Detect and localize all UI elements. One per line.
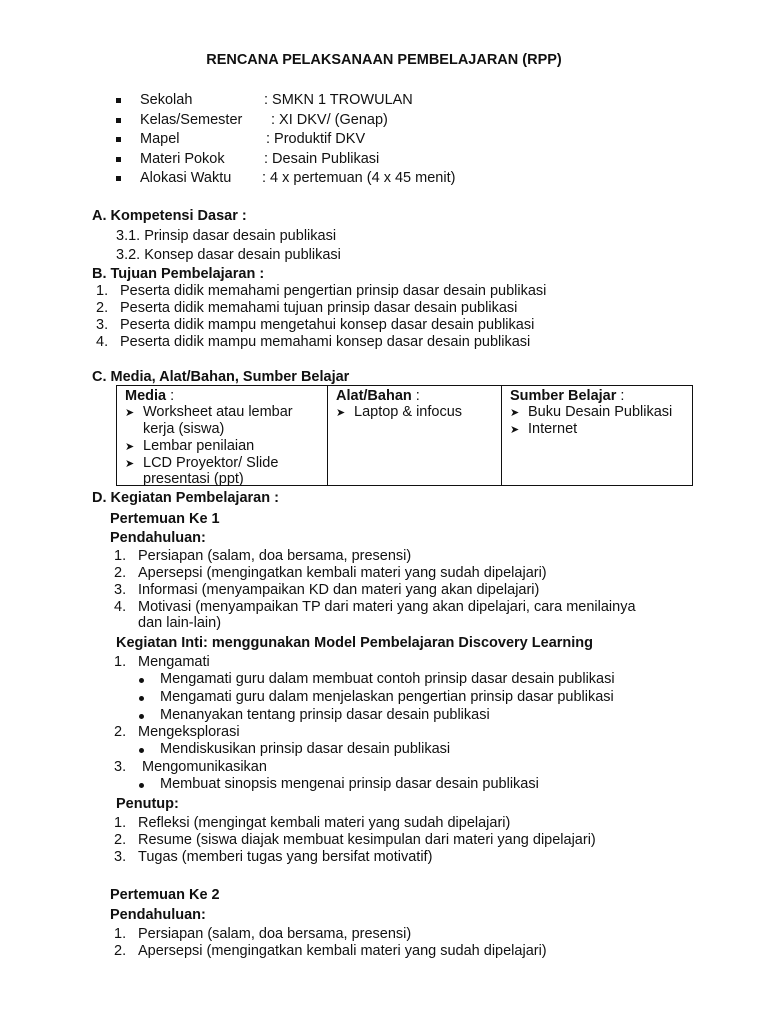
list-number: 1. bbox=[114, 654, 127, 670]
section-a-heading: A. Kompetensi Dasar : bbox=[92, 208, 247, 224]
tujuan-item: Peserta didik mampu memahami konsep dasar desain publikasi bbox=[120, 334, 531, 350]
inti-item: Mengamati bbox=[138, 654, 210, 670]
arrow-bullet-icon: ➤ bbox=[510, 407, 520, 419]
arrow-bullet-icon: ➤ bbox=[125, 407, 135, 419]
bullet-icon bbox=[139, 748, 144, 753]
list-number: 2. bbox=[114, 724, 127, 740]
pendahuluan-item-cont: dan lain-lain) bbox=[138, 615, 222, 631]
list-number: 2. bbox=[114, 832, 127, 848]
identity-value: : Produktif DKV bbox=[266, 131, 366, 147]
arrow-bullet-icon: ➤ bbox=[336, 407, 346, 419]
list-number: 2. bbox=[114, 943, 127, 959]
section-c-heading: C. Media, Alat/Bahan, Sumber Belajar bbox=[92, 369, 350, 385]
inti-subitem: Mengamati guru dalam menjelaskan pengertian prinsip dasar publikasi bbox=[160, 689, 614, 705]
list-number: 3. bbox=[114, 849, 127, 865]
identity-key: Mapel bbox=[140, 131, 180, 147]
arrow-bullet-icon: ➤ bbox=[125, 441, 135, 453]
penutup-heading: Penutup: bbox=[116, 796, 179, 812]
sumber-column: Sumber Belajar : ➤ Buku Desain Publikasi ➤ Internet bbox=[510, 388, 673, 437]
identity-value: : SMKN 1 TROWULAN bbox=[264, 92, 413, 108]
pendahuluan-item: Persiapan (salam, doa bersama, presensi) bbox=[138, 926, 412, 942]
pendahuluan-item: Informasi (menyampaikan KD dan materi yang akan dipelajari) bbox=[138, 582, 540, 598]
section-b-heading: B. Tujuan Pembelajaran : bbox=[92, 266, 265, 282]
document-title: RENCANA PELAKSANAAN PEMBELAJARAN (RPP) bbox=[206, 52, 562, 68]
inti-item: Mengeksplorasi bbox=[138, 724, 240, 740]
penutup-item: Tugas (memberi tugas yang bersifat motivatif) bbox=[138, 849, 433, 865]
pendahuluan-item: Motivasi (menyampaikan TP dari materi yang akan dipelajari, cara menilainya bbox=[138, 599, 636, 615]
inti-subitem: Mengamati guru dalam membuat contoh prinsip dasar desain publikasi bbox=[160, 671, 615, 687]
bullet-icon bbox=[139, 678, 144, 683]
list-number: 3. bbox=[114, 759, 127, 775]
square-bullet-icon bbox=[116, 98, 121, 103]
identity-value: : 4 x pertemuan (4 x 45 menit) bbox=[262, 170, 456, 186]
list-number: 1. bbox=[114, 815, 127, 831]
list-number: 1. bbox=[114, 926, 127, 942]
inti-subitem: Menanyakan tentang prinsip dasar desain publikasi bbox=[160, 707, 490, 723]
inti-subitem: Membuat sinopsis mengenai prinsip dasar desain publikasi bbox=[160, 776, 539, 792]
sumber-header: Sumber Belajar : bbox=[510, 388, 625, 404]
kompetensi-item: 3.2. Konsep dasar desain publikasi bbox=[116, 247, 341, 263]
arrow-bullet-icon: ➤ bbox=[510, 424, 520, 436]
tujuan-item: Peserta didik memahami tujuan prinsip dasar desain publikasi bbox=[120, 300, 518, 316]
penutup-item: Refleksi (mengingat kembali materi yang sudah dipelajari) bbox=[138, 815, 511, 831]
square-bullet-icon bbox=[116, 118, 121, 123]
meeting-title: Pertemuan Ke 1 bbox=[110, 511, 220, 527]
tujuan-item: Peserta didik memahami pengertian prinsip dasar desain publikasi bbox=[120, 283, 547, 299]
list-number: 2. bbox=[96, 300, 109, 316]
alat-header: Alat/Bahan : bbox=[336, 388, 420, 404]
inti-subitem: Mendiskusikan prinsip dasar desain publikasi bbox=[160, 741, 451, 757]
media-table bbox=[116, 385, 693, 486]
pendahuluan-item: Persiapan (salam, doa bersama, presensi) bbox=[138, 548, 412, 564]
pendahuluan-heading: Pendahuluan: bbox=[110, 530, 206, 546]
identity-value: : XI DKV/ (Genap) bbox=[271, 111, 388, 128]
bullet-icon bbox=[139, 714, 144, 719]
inti-item: Mengomunikasikan bbox=[142, 759, 267, 775]
list-number: 3. bbox=[96, 317, 109, 333]
alat-column: Alat/Bahan : ➤ Laptop & infocus bbox=[328, 386, 502, 485]
square-bullet-icon bbox=[116, 137, 121, 142]
penutup-item: Resume (siswa diajak membuat kesimpulan dari materi yang dipelajari) bbox=[138, 832, 596, 848]
pendahuluan-item: Apersepsi (mengingatkan kembali materi yang sudah dipelajari) bbox=[138, 943, 547, 959]
bullet-icon bbox=[139, 696, 144, 701]
identity-value: : Desain Publikasi bbox=[264, 150, 380, 167]
identity-key: Kelas/Semester bbox=[140, 111, 243, 128]
bullet-icon bbox=[139, 783, 144, 788]
square-bullet-icon bbox=[116, 176, 121, 181]
identity-key: Sekolah bbox=[140, 92, 193, 108]
pendahuluan-item: Apersepsi (mengingatkan kembali materi yang sudah dipelajari) bbox=[138, 565, 547, 581]
identity-key: Materi Pokok bbox=[140, 150, 225, 167]
inti-heading: Kegiatan Inti: menggunakan Model Pembelajaran Discovery Learning bbox=[116, 635, 594, 651]
tujuan-item: Peserta didik mampu mengetahui konsep dasar desain publikasi bbox=[120, 317, 535, 333]
section-d-heading: D. Kegiatan Pembelajaran : bbox=[92, 490, 279, 506]
identity-key: Alokasi Waktu bbox=[140, 170, 232, 186]
list-number: 1. bbox=[96, 283, 109, 299]
list-number: 2. bbox=[114, 565, 127, 581]
media-header: Media : bbox=[125, 388, 175, 404]
list-number: 4. bbox=[96, 334, 109, 350]
list-number: 4. bbox=[114, 599, 127, 615]
list-number: 3. bbox=[114, 582, 127, 598]
list-number: 1. bbox=[114, 548, 127, 564]
meeting-title: Pertemuan Ke 2 bbox=[110, 887, 220, 903]
pendahuluan-heading: Pendahuluan: bbox=[110, 907, 206, 923]
kompetensi-item: 3.1. Prinsip dasar desain publikasi bbox=[116, 228, 337, 244]
arrow-bullet-icon: ➤ bbox=[125, 458, 135, 470]
square-bullet-icon bbox=[116, 157, 121, 162]
media-column: Media : ➤ Worksheet atau lembar kerja (siswa) ➤ Lembar penilaian ➤ LCD Proyektor/ Slide presentasi (ppt) bbox=[117, 386, 328, 485]
